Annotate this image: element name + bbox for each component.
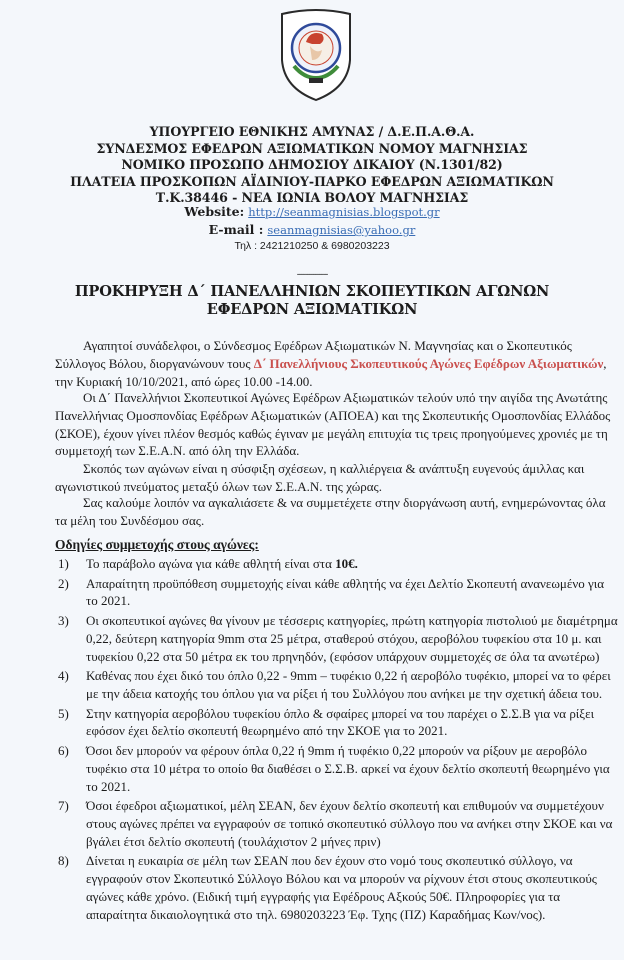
instructions-list	[58, 555, 618, 925]
website-link[interactable]: http://seanmagnisias.blogspot.gr	[248, 205, 440, 219]
separator-dashes: ---------------	[296, 270, 328, 280]
paragraph-auspices	[55, 389, 615, 460]
email-link[interactable]: seanmagnisias@yahoo.gr	[267, 223, 416, 237]
title-line-1: ΠΡΟΚΗΡΥΞΗ Δ΄ ΠΑΝΕΛΛΗΝΙΩΝ ΣΚΟΠΕΥΤΙΚΩΝ ΑΓΩΝΩΝ	[74, 283, 550, 300]
title-line-2: ΕΦΕΔΡΩΝ ΑΞΙΩΜΑΤΙΚΩΝ	[206, 300, 418, 318]
instruction-item: 1) Το παράβολο αγώνα για κάθε αθλητή είναι στα 10€.	[58, 556, 358, 571]
invitation-text-b: , την Κυριακή 10/10/2021, από ώρες 10.00 -14.00.	[55, 355, 607, 389]
instruction-item: 3) Οι σκοπευτικοί αγώνες θα γίνουν με τέσσερις κατηγορίες, πρώτη κατηγορία πιστολιού με διαμέτρημα 0,22, δεύτερη κατηγορία 9mm στα 25 μέτρα, σταθερού στόχου, αεροβόλου τυφεκίου στα 10 μ. και τυφεκίου 0,22 στα 50 μέτρα εκ του πρηνηδόν, (εφόσον υπάρχουν συμμετοχές σε όλα τα ανωτέρω)	[58, 612, 618, 664]
header-address: ΠΛΑΤΕΙΑ ΠΡΟΣΚΟΠΩΝ ΑΪΔΙΝΙΟΥ-ΠΑΡΚΟ ΕΦΕΔΡΩΝ ΑΞΙΩΜΑΤΙΚΩΝ	[70, 173, 554, 189]
email-row	[0, 221, 624, 239]
contact-block	[0, 203, 624, 253]
auspices-text: Οι Δ΄ Πανελλήνιοι Σκοπευτικοί Αγώνες Εφέδρων Αξιωματικών τελούν υπό την αιγίδα της Ανωτάτης Πανελλήνιας Ομοσπονδίας Εφέδρων Αξιωματικών (ΑΠΟΕΑ) και της Σκοπευτικής Ομοσπονδίας Ελλάδος (ΣΚΟΕ), έχουν γίνει πλέον θεσμός καθώς έγιναν με μεγάλη επιτυχία τις τρεις προηγούμενες χρονιές με τη συμμετοχή των Σ.Ε.Α.Ν. από όλη την Ελλάδα.	[55, 390, 611, 459]
header-association: ΣΥΝΔΕΣΜΟΣ ΕΦΕΔΡΩΝ ΑΞΙΩΜΑΤΙΚΩΝ ΝΟΜΟΥ ΜΑΓΝΗΣΙΑΣ	[96, 140, 528, 156]
header-postcode: Τ.Κ.38446 - ΝΕΑ ΙΩΝΙΑ ΒΟΛΟΥ ΜΑΓΝΗΣΙΑΣ	[155, 190, 469, 205]
invitation-text-a: Αγαπητοί συνάδελφοι, ο Σύνδεσμος Εφέδρων Αξιωματικών Ν. Μαγνησίας και ο Σκοπευτικός Σύλλογος Βόλου, διοργανώνουν τους	[55, 338, 572, 371]
website-label: Website:	[184, 204, 245, 219]
header-legal-entity: ΝΟΜΙΚΟ ΠΡΟΣΩΠΟ ΔΗΜΟΣΙΟΥ ΔΙΚΑΙΟΥ (Ν.1301/82)	[121, 157, 503, 172]
header-ministry: ΥΠΟΥΡΓΕΙΟ ΕΘΝΙΚΗΣ ΑΜΥΝΑΣ / Δ.Ε.Π.Α.Θ.Α.	[149, 124, 475, 139]
instruction-item: 5) Στην κατηγορία αεροβόλου τυφεκίου όπλο & σφαίρες μπορεί να του παρέχει ο Σ.Σ.Β για να ρίξει εφόσον έχει δελτίο σκοπευτή θεωρημένο από την ΣΚΟΕ για το 2021.	[58, 705, 595, 739]
instruction-item: 6) Όσοι δεν μπορούν να φέρουν όπλα 0,22 ή 9mm ή τυφέκιο 0,22 μπορούν να ρίξουν με αεροβόλο τυφέκιο στα 10 μέτρα το οποίο θα διαθέσει ο Σ.Σ.Β. αρκεί να έχουν δελτίο σκοπευτή θεωρημένο για το 2021.	[58, 742, 610, 794]
entry-fee: 10€.	[335, 556, 358, 571]
website-row	[0, 203, 624, 221]
event-name-highlight: Δ΄ Πανελλήνιους Σκοπευτικούς Αγώνες Εφέδρων Αξιωματικών	[253, 355, 604, 371]
instruction-item: 8) Δίνεται η ευκαιρία σε μέλη των ΣΕΑΝ που δεν έχουν στο νομό τους σκοπευτικό σύλλογο, να εγγραφούν στον Σκοπευτικό Σύλλογο Βόλου και να μπορούν να ρίχνουν έτσι στους σκοπευτικούς αγώνες κάθε χρόνο. (Ειδική τιμή εγγραφής για Εφέδρους Αξκούς 50€. Πληροφορίες για τα απαραίτητα δικαιολογητικά στο τηλ. 6980203223 Έφ. Τχης (ΠΖ) Καραδήμας Κων/νος).	[58, 853, 597, 922]
document-title	[0, 283, 624, 318]
paragraph-call-to-action	[55, 494, 615, 530]
instruction-item: 4) Καθένας που έχει δικό του όπλο 0,22 - 9mm – τυφέκιο 0,22 ή αεροβόλο τυφέκιο, μπορεί να το φέρει με την άδεια κατοχής του όπλου για να ρίξει ή του Συλλόγου που ανήκει με την σχετική άδεια του.	[58, 668, 611, 701]
instructions-heading: Οδηγίες συμμετοχής στους αγώνες:	[55, 537, 259, 552]
organization-header	[0, 124, 624, 207]
purpose-text: Σκοπός των αγώνων είναι η σύσφιξη σχέσεων, η καλλιέργεια & ανάπτυξη ευγενούς άμιλλας και αγωνιστικού πνεύματος μεταξύ όλων των Σ.Ε.Α.Ν. της χώρας.	[55, 461, 585, 494]
email-label: E-mail :	[208, 222, 264, 237]
instruction-item: 7) Όσοι έφεδροι αξιωματικοί, μέλη ΣΕΑΝ, δεν έχουν δελτίο σκοπευτή και επιθυμούν να συμμετέχουν στους αγώνες πρέπει να εγγραφούν σε τοπικό σκοπευτικό σύλλογο που να ανήκει στην ΣΚΟΕ και να βγάλει έτσι δελτίο σκοπευτή (τουλάχιστον 2 μήνες πριν)	[58, 798, 613, 849]
instruction-item: 2) Απαραίτητη προϋπόθεση συμμετοχής είναι κάθε αθλητής να έχει Δελτίο Σκοπευτή ανανεωμένο για το 2021.	[58, 575, 605, 609]
call-to-action-text: Σας καλούμε λοιπόν να αγκαλιάσετε & να συμμετέχετε στην διοργάνωση αυτή, ενημερώνοντας όλα τα μέλη του Συνδέσμου σας.	[55, 495, 606, 528]
paragraph-purpose	[55, 460, 615, 496]
phone-text: Τηλ : 2421210250 & 6980203223	[234, 240, 390, 252]
shield-emblem-icon	[276, 8, 356, 104]
paragraph-invitation	[55, 337, 615, 390]
